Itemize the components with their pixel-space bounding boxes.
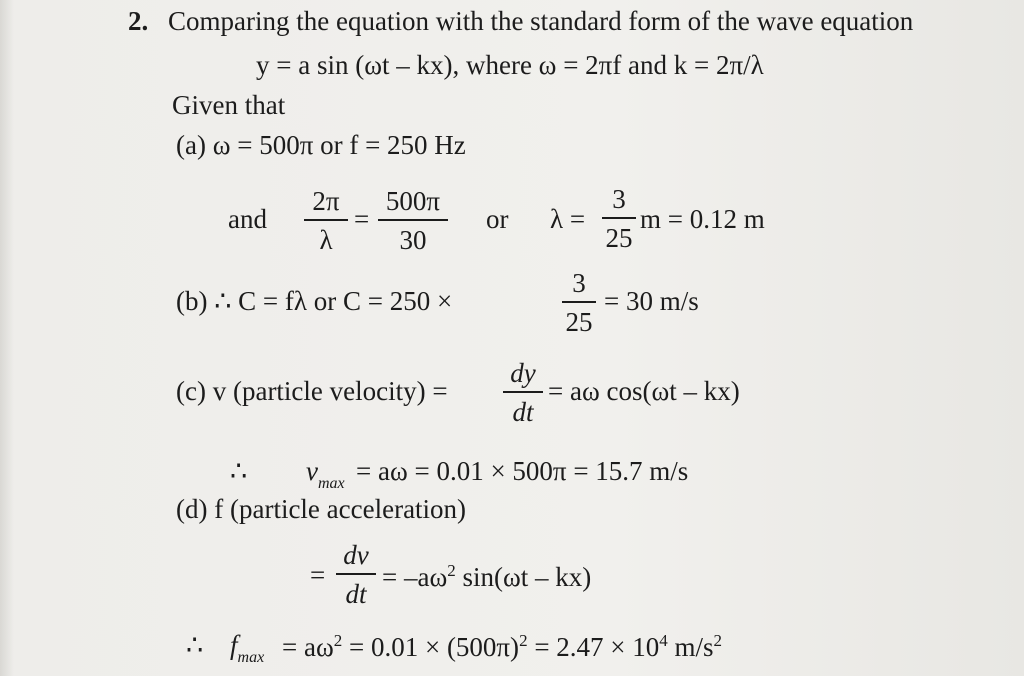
- fraction-numerator: 3: [572, 268, 586, 298]
- therefore-symbol: ∴: [230, 456, 248, 486]
- fraction-numerator: 500π: [385, 186, 441, 216]
- exponent: 4: [659, 631, 668, 650]
- squared-exponent: 2: [447, 561, 456, 580]
- therefore-symbol: ∴: [186, 630, 204, 660]
- fraction-bar: [378, 219, 448, 221]
- fraction-dv-over-dt: [336, 542, 376, 608]
- part-a-and: and: [228, 204, 267, 234]
- fraction-denominator: 25: [605, 223, 633, 253]
- fraction-3-over-25: [602, 186, 636, 252]
- fraction-500pi-over-30: [378, 188, 448, 254]
- fmax-term2: = 0.01 × (500π): [348, 632, 520, 662]
- fmax-term3: = 2.47 × 10: [534, 632, 660, 662]
- vmax-result: = aω = 0.01 × 500π = 15.7 m/s: [356, 456, 689, 486]
- lambda-equals: λ =: [550, 204, 586, 234]
- fraction-denominator: 30: [399, 225, 427, 255]
- exponent: 2: [713, 631, 723, 650]
- max-subscript: max: [237, 649, 265, 666]
- fraction-denominator: dt: [512, 397, 534, 427]
- fraction-denominator: dt: [345, 579, 367, 609]
- f-symbol: f: [230, 630, 238, 660]
- fmax-label: [230, 632, 264, 666]
- fraction-2pi-over-lambda: [304, 188, 348, 254]
- fraction-numerator: 2π: [312, 186, 340, 216]
- part-a-line1: (a) ω = 500π or f = 250 Hz: [176, 130, 466, 160]
- part-c-lead: (c) v (particle velocity) =: [176, 376, 448, 406]
- exponent: 2: [519, 631, 528, 650]
- fmax-unit: m/s: [674, 632, 714, 662]
- fraction-numerator: dv: [343, 540, 369, 570]
- fmax-result: [282, 632, 722, 661]
- fmax-term1: = aω: [282, 632, 334, 662]
- minus-a-omega: = –aω: [382, 562, 448, 592]
- part-a-or: or: [486, 204, 509, 234]
- fraction-bar: [336, 573, 376, 575]
- fraction-bar: [562, 301, 596, 303]
- fraction-numerator: dy: [510, 358, 536, 388]
- vmax-label: [306, 458, 345, 492]
- max-subscript: max: [317, 475, 345, 492]
- fraction-denominator: λ: [319, 225, 333, 255]
- fraction-bar: [602, 217, 636, 219]
- equals-sign: =: [354, 204, 370, 234]
- heading-text: Comparing the equation with the standard form of the wave equation: [168, 6, 914, 36]
- fraction-bar: [304, 219, 348, 221]
- wavelength-result: m = 0.12 m: [640, 204, 765, 234]
- fraction-numerator: 3: [612, 184, 626, 214]
- fraction-bar: [503, 391, 543, 393]
- part-b-lead: (b) ∴ C = fλ or C = 250 ×: [176, 286, 453, 316]
- standard-form-equation: y = a sin (ωt – kx), where ω = 2πf and k = 2π/λ: [256, 50, 764, 80]
- part-d-lead: (d) f (particle acceleration): [176, 494, 467, 524]
- v-symbol: v: [306, 456, 318, 486]
- velocity-expression: = aω cos(ωt – kx): [548, 376, 740, 406]
- fraction-denominator: 25: [565, 307, 593, 337]
- acceleration-expression: [382, 562, 591, 591]
- given-label: Given that: [172, 90, 286, 120]
- sine-term: sin(ωt – kx): [462, 562, 592, 592]
- problem-number: 2.: [128, 6, 149, 36]
- exponent: 2: [333, 631, 343, 650]
- fraction-3-over-25: [562, 270, 596, 336]
- speed-result: = 30 m/s: [604, 286, 699, 316]
- fraction-dy-over-dt: [503, 360, 543, 426]
- equals-sign: =: [310, 560, 326, 590]
